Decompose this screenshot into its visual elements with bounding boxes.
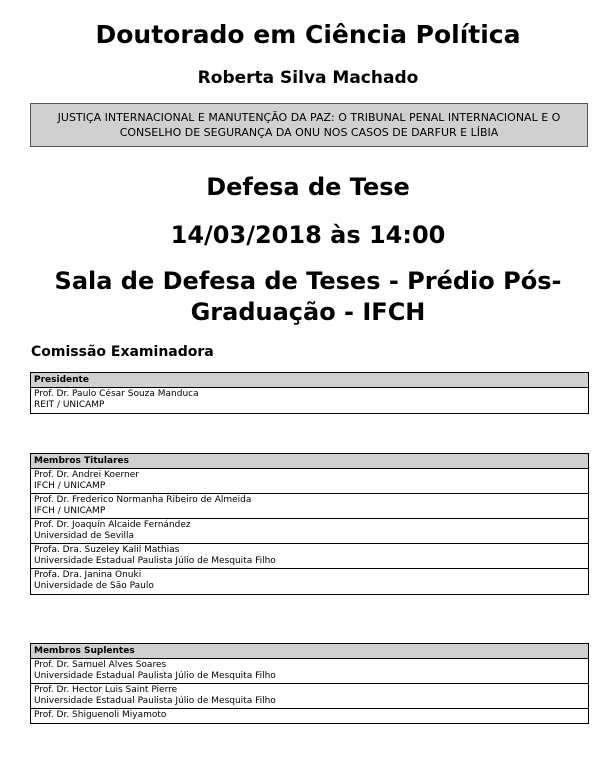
table-row [31,709,588,723]
event-datetime: 14/03/2018 às 14:00 [170,221,446,249]
table-row [31,659,588,684]
member-name: Prof. Dr. Andrei Koerner [34,470,139,480]
table-row [31,494,588,519]
table-row [31,569,588,594]
table-row [31,519,588,544]
suplentes-table [30,643,589,724]
member-affiliation: IFCH / UNICAMP [34,506,106,516]
member-affiliation: Universidade de São Paulo [34,581,154,591]
member-affiliation: Universidade Estadual Paulista Júlio de Mesquita Filho [34,556,276,566]
thesis-title: JUSTIÇA INTERNACIONAL E MANUTENÇÃO DA PAZ: O TRIBUNAL PENAL INTERNACIONAL E O CONSELHO DE SEGURANÇA DA ONU NOS CASOS DE DARFUR E LÍBIA [57,111,561,139]
member-affiliation: Universidade Estadual Paulista Júlio de Mesquita Filho [34,671,276,681]
author-name: Roberta Silva Machado [197,68,419,88]
table-row [31,388,588,413]
event-type: Defesa de Tese [206,173,410,201]
titulares-table [30,453,589,595]
president-table [30,372,589,414]
member-name: Profa. Dra. Janina Onuki [34,570,142,580]
member-name: Prof. Dr. Paulo César Souza Manduca [34,389,199,399]
thesis-title-box [30,103,588,147]
titulares-table-header: Membros Titulares [31,454,588,469]
member-affiliation: REIT / UNICAMP [34,400,105,410]
member-affiliation: Universidade Estadual Paulista Júlio de Mesquita Filho [34,696,276,706]
member-affiliation: Universidad de Sevilla [34,531,135,541]
committee-heading: Comissão Examinadora [31,344,214,360]
table-row [31,469,588,494]
member-name: Prof. Dr. Shiguenoli Miyamoto [34,710,167,720]
table-row [31,544,588,569]
suplentes-table-header: Membros Suplentes [31,644,588,659]
program-title: Doutorado em Ciência Política [95,20,521,49]
member-name: Prof. Dr. Hector Luis Saint Pierre [34,685,178,695]
table-row [31,684,588,709]
member-name: Profa. Dra. Suzeley Kalil Mathias [34,545,180,555]
member-name: Prof. Dr. Joaquín Alcaide Fernández [34,520,191,530]
member-affiliation: IFCH / UNICAMP [34,481,106,491]
president-table-header: Presidente [31,373,588,388]
member-name: Prof. Dr. Frederico Normanha Ribeiro de Almeida [34,495,252,505]
member-name: Prof. Dr. Samuel Alves Soares [34,660,167,670]
event-venue: Sala de Defesa de Teses - Prédio Pós-Graduação - IFCH [54,267,562,326]
